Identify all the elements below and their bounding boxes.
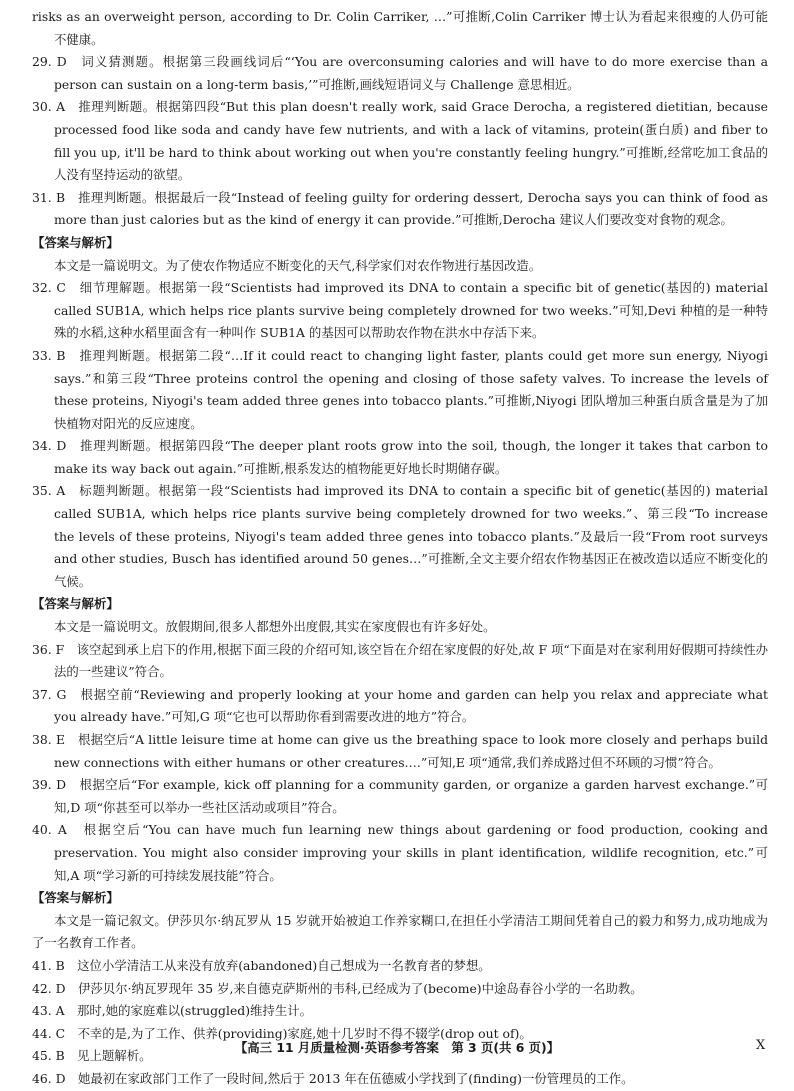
answer-item: 44. C 不幸的是,为了工作、供养(providing)家庭,她十几岁时不得不辍学(drop out of)。 (32, 1025, 532, 1041)
answer-item: 31. B 推理判断题。根据最后一段“Instead of feeling guilty for ordering dessert, Derocha says you can think of food as more than just calories but as the kind of energy it can provide.”可推断,Derocha 建议人们要改变对食物的观念。 (32, 189, 768, 228)
passage-summary: 本文是一篇记叙文。伊莎贝尔·纳瓦罗从 15 岁就开始被迫工作养家糊口,在担任小学清洁工期间凭着自己的毅力和努力,成功地成为了一名教育工作者。 (32, 912, 768, 951)
answer-item: 30. A 推理判断题。根据第四段“But this plan doesn't really work, said Grace Derocha, a registered dietitian, because processed food like soda and candy have few nutrients, and with a lack of vitamins, protein(蛋白质) and fiber to fill you up, it'll be hard to think about working out when you're constantly feeling hungry.”可推断,经常吃加工食品的人没有坚持运动的欲望。 (32, 99, 768, 183)
answer-item: 37. G 根据空前“Reviewing and properly looking at your home and garden can help you relax and appreciate what you already have.”可知,G 项“它也可以帮助你看到需要改进的地方”符合。 (32, 686, 768, 725)
page-footer: 【高三 11 月质量检测·英语参考答案 第 3 页(共 6 页)】 (234, 1040, 560, 1055)
section-heading: 【答案与解析】 (32, 890, 119, 906)
answer-item: 34. D 推理判断题。根据第四段“The deeper plant roots grow into the soil, though, the longer it takes that carbon to make its way back out again.”可推断,根系发达的植物能更好地长时期储存碳。 (32, 438, 768, 476)
answer-item: 38. E 根据空后“A little leisure time at home can give us the breathing space to look more closely and perhaps build new connections with either humans or other creatures.…”可知,E 项“通常,我们养成路过但不环顾的习惯”符合。 (32, 732, 768, 770)
answer-content (32, 6, 768, 1091)
answer-item: 43. A 那时,她的家庭难以(struggled)维持生计。 (32, 1003, 312, 1019)
answer-item: 29. D 词义猜测题。根据第三段画线词后“‘You are overconsuming calories and will have to do more exercise than a person can sustain on a long-term basis,’”可推断,画线短语词义与 Challenge 意思相近。 (32, 54, 768, 92)
answer-item: 32. C 细节理解题。根据第一段“Scientists had improved its DNA to contain a specific bit of genetic(基因的) material called SUB1A, which helps rice plants survive being completely drowned for two weeks.”可知,Devi 种植的是一种特殊的水稻,这种水稻里面含有一种叫作 SUB1A 的基因可以帮助农作物在洪水中存活下来。 (32, 280, 768, 341)
answer-item: 35. A 标题判断题。根据第一段“Scientists had improved its DNA to contain a specific bit of genetic(基因的) material called SUB1A, which helps rice plants survive being completely drowned for two weeks.”、第三段“To increase the levels of these proteins, Niyogi's team added three genes into tobacco plants.”及最后一段“From root surveys and other studies, Busch has identified around 50 genes…”可推断,全文主要介绍农作物基因正在被改造以适应不断变化的气候。 (32, 483, 768, 589)
passage-summary: 本文是一篇说明文。为了使农作物适应不断变化的天气,科学家们对农作物进行基因改造。 (54, 257, 542, 273)
answer-item: 40. A 根据空后“You can have much fun learning new things about gardening or food production, cooking and preservation. You might also consider improving your skills in plant identification, wildlife recognition, etc.”可知,A 项“学习新的可持续发展技能”符合。 (32, 822, 768, 883)
passage-summary: 本文是一篇说明文。放假期间,很多人都想外出度假,其实在家度假也有许多好处。 (54, 619, 496, 635)
answer-item: 41. B 这位小学清洁工从来没有放弃(abandoned)自己想成为一名教育者的梦想。 (32, 957, 491, 973)
answer-item: risks as an overweight person, according to Dr. Colin Carriker, …”可推断,Colin Carriker 博士认为看起来很瘦的人仍可能不健康。 (32, 9, 768, 47)
answer-item: 33. B 推理判断题。根据第二段“…If it could react to changing light faster, plants could get more sun energy, Niyogi says.”和第三段“Three proteins control the opening and closing of those safety valves. To increase the levels of these proteins, Niyogi's team added three genes into tobacco plants.”可推断,Niyogi 团队增加三种蛋白质含量是为了加快植物对阳光的反应速度。 (32, 347, 768, 431)
version-mark: X (756, 1038, 766, 1053)
answer-item: 36. F 该空起到承上启下的作用,根据下面三段的介绍可知,该空旨在介绍在家度假的好处,故 F 项“下面是对在家利用好假期可持续性办法的一些建议”符合。 (32, 641, 768, 680)
section-heading: 【答案与解析】 (32, 234, 119, 250)
answer-item: 39. D 根据空后“For example, kick off planning for a community garden, or organize a garden harvest exchange.”可知,D 项“你甚至可以举办一些社区活动或项目”符合。 (32, 777, 768, 815)
answer-item: 46. D 她最初在家政部门工作了一段时间,然后于 2013 年在伍德威小学找到了(finding)一份管理员的工作。 (32, 1070, 634, 1086)
answer-item: 42. D 伊莎贝尔·纳瓦罗现年 35 岁,来自德克萨斯州的韦科,已经成为了(become)中途岛春谷小学的一名助教。 (32, 980, 643, 996)
section-heading: 【答案与解析】 (32, 596, 119, 612)
answer-item: 45. B 见上题解析。 (32, 1048, 152, 1064)
